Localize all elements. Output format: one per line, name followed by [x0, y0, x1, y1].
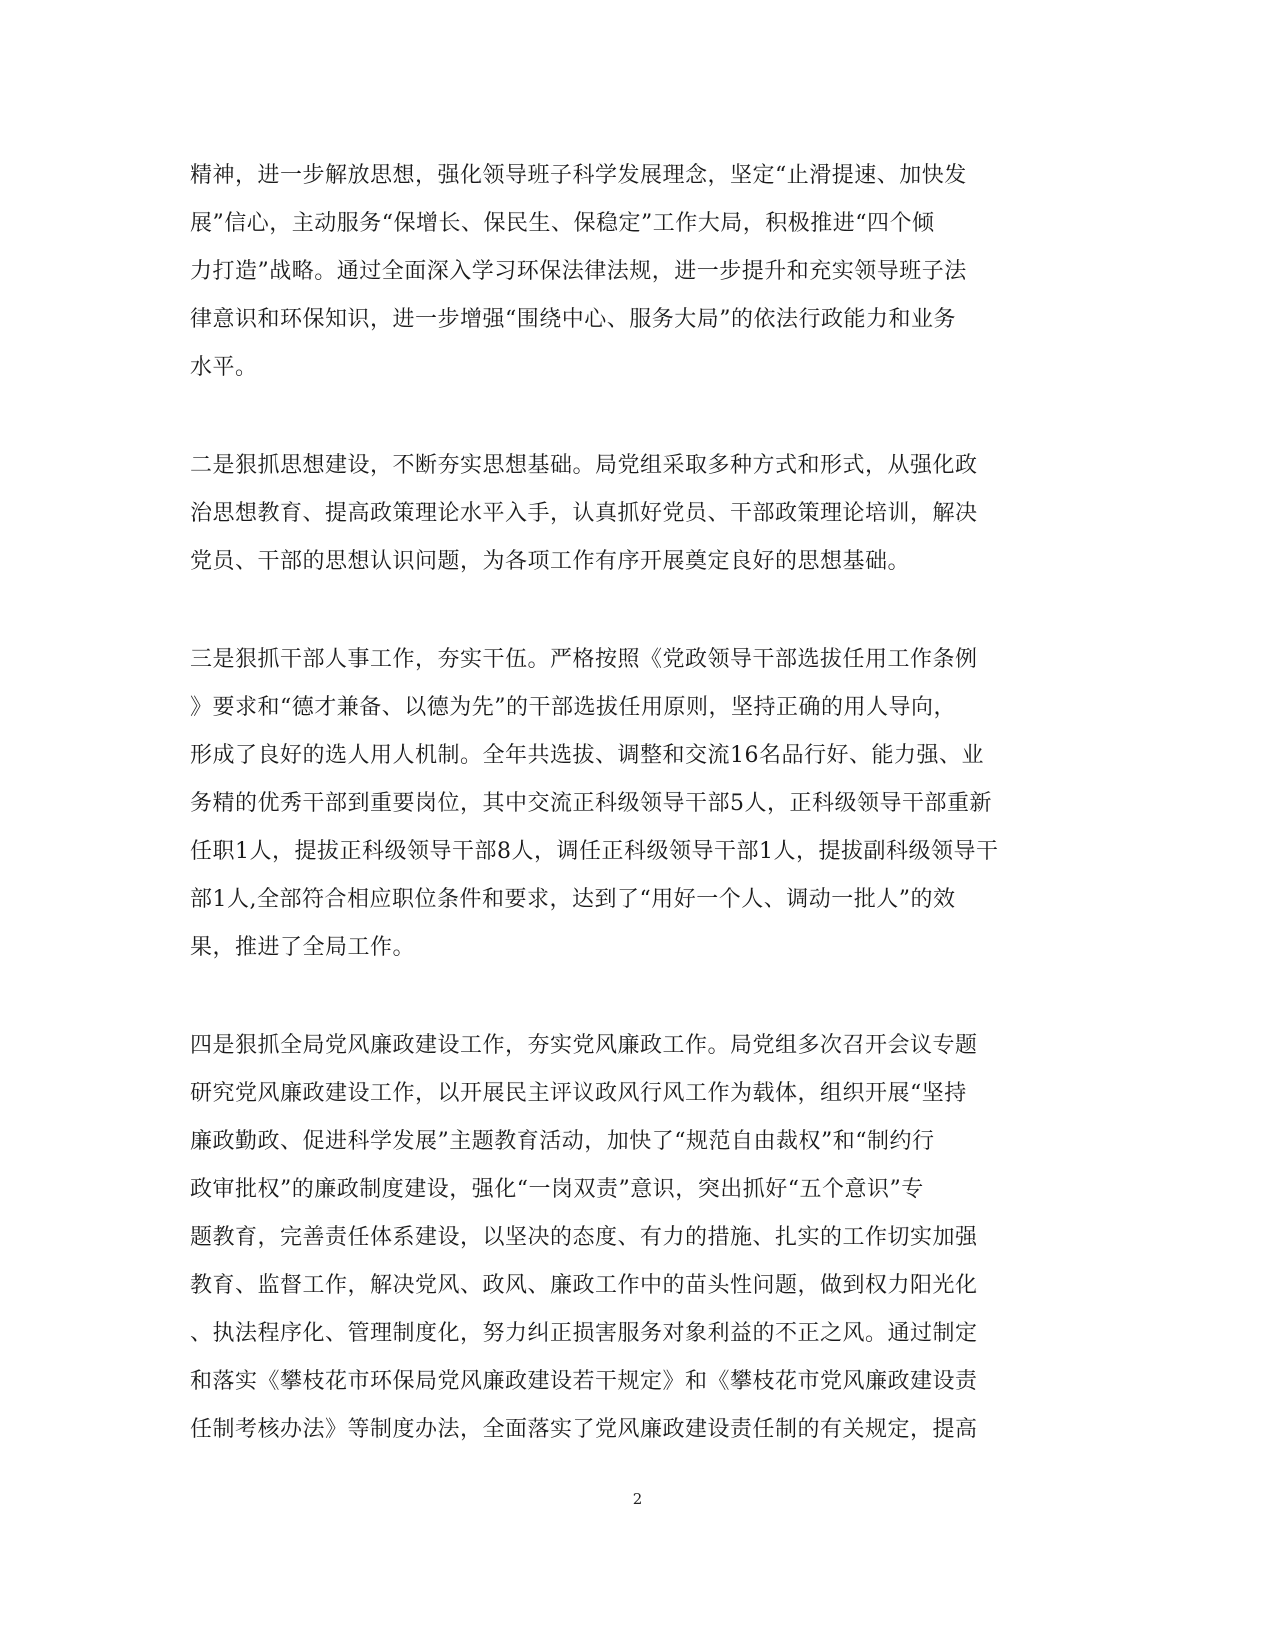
text-line: 党员、干部的思想认识问题，为各项工作有序开展奠定良好的思想基础。 [190, 549, 911, 574]
paragraph-3 [190, 636, 1070, 972]
text-line: 形成了良好的选人用人机制。全年共选拔、调整和交流16名品行好、能力强、业 [190, 743, 984, 768]
text-line: 政审批权”的廉政制度建设，强化“一岗双责”意识，突出抓好“五个意识”专 [190, 1177, 924, 1202]
text-line: 部1人,全部符合相应职位条件和要求，达到了“用好一个人、调动一批人”的效 [190, 887, 956, 912]
text-line: 律意识和环保知识，进一步增强“围绕中心、服务大局”的依法行政能力和业务 [190, 307, 956, 332]
paragraph-4 [190, 1022, 1070, 1454]
text-line: 和落实《攀枝花市环保局党风廉政建设若干规定》和《攀枝花市党风廉政建设责 [190, 1369, 978, 1394]
text-line: 题教育，完善责任体系建设，以坚决的态度、有力的措施、扎实的工作切实加强 [190, 1225, 978, 1250]
page-number: 2 [632, 1490, 643, 1508]
text-line: 果，推进了全局工作。 [190, 935, 416, 960]
text-line: 》要求和“德才兼备、以德为先”的干部选拔任用原则，坚持正确的用人导向， [190, 695, 956, 720]
text-line: 水平。 [190, 355, 258, 380]
paragraph-2 [190, 442, 1070, 586]
text-line: 二是狠抓思想建设，不断夯实思想基础。局党组采取多种方式和形式，从强化政 [190, 453, 978, 478]
text-line: 教育、监督工作，解决党风、政风、廉政工作中的苗头性问题，做到权力阳光化 [190, 1273, 978, 1298]
text-line: 力打造”战略。通过全面深入学习环保法律法规，进一步提升和充实领导班子法 [190, 259, 967, 284]
text-line: 精神，进一步解放思想，强化领导班子科学发展理念，坚定“止滑提速、加快发 [190, 163, 967, 188]
text-line: 任制考核办法》等制度办法，全面落实了党风廉政建设责任制的有关规定，提高 [190, 1417, 978, 1442]
text-line: 三是狠抓干部人事工作，夯实干伍。严格按照《党政领导干部选拔任用工作条例 [190, 647, 978, 672]
text-line: 任职1人，提拔正科级领导干部8人，调任正科级领导干部1人，提拔副科级领导干 [190, 839, 999, 864]
text-line: 研究党风廉政建设工作，以开展民主评议政风行风工作为载体，组织开展“坚持 [190, 1081, 967, 1106]
text-line: 展”信心，主动服务“保增长、保民生、保稳定”工作大局，积极推进“四个倾 [190, 211, 935, 236]
document-body [190, 152, 1070, 1504]
text-line: 治思想教育、提高政策理论水平入手，认真抓好党员、干部政策理论培训，解决 [190, 501, 978, 526]
text-line: 务精的优秀干部到重要岗位，其中交流正科级领导干部5人，正科级领导干部重新 [190, 791, 992, 816]
text-line: 廉政勤政、促进科学发展”主题教育活动，加快了“规范自由裁权”和“制约行 [190, 1129, 935, 1154]
text-line: 、执法程序化、管理制度化，努力纠正损害服务对象利益的不正之风。通过制定 [190, 1321, 978, 1346]
paragraph-1 [190, 152, 1070, 392]
text-line: 四是狠抓全局党风廉政建设工作，夯实党风廉政工作。局党组多次召开会议专题 [190, 1033, 978, 1058]
